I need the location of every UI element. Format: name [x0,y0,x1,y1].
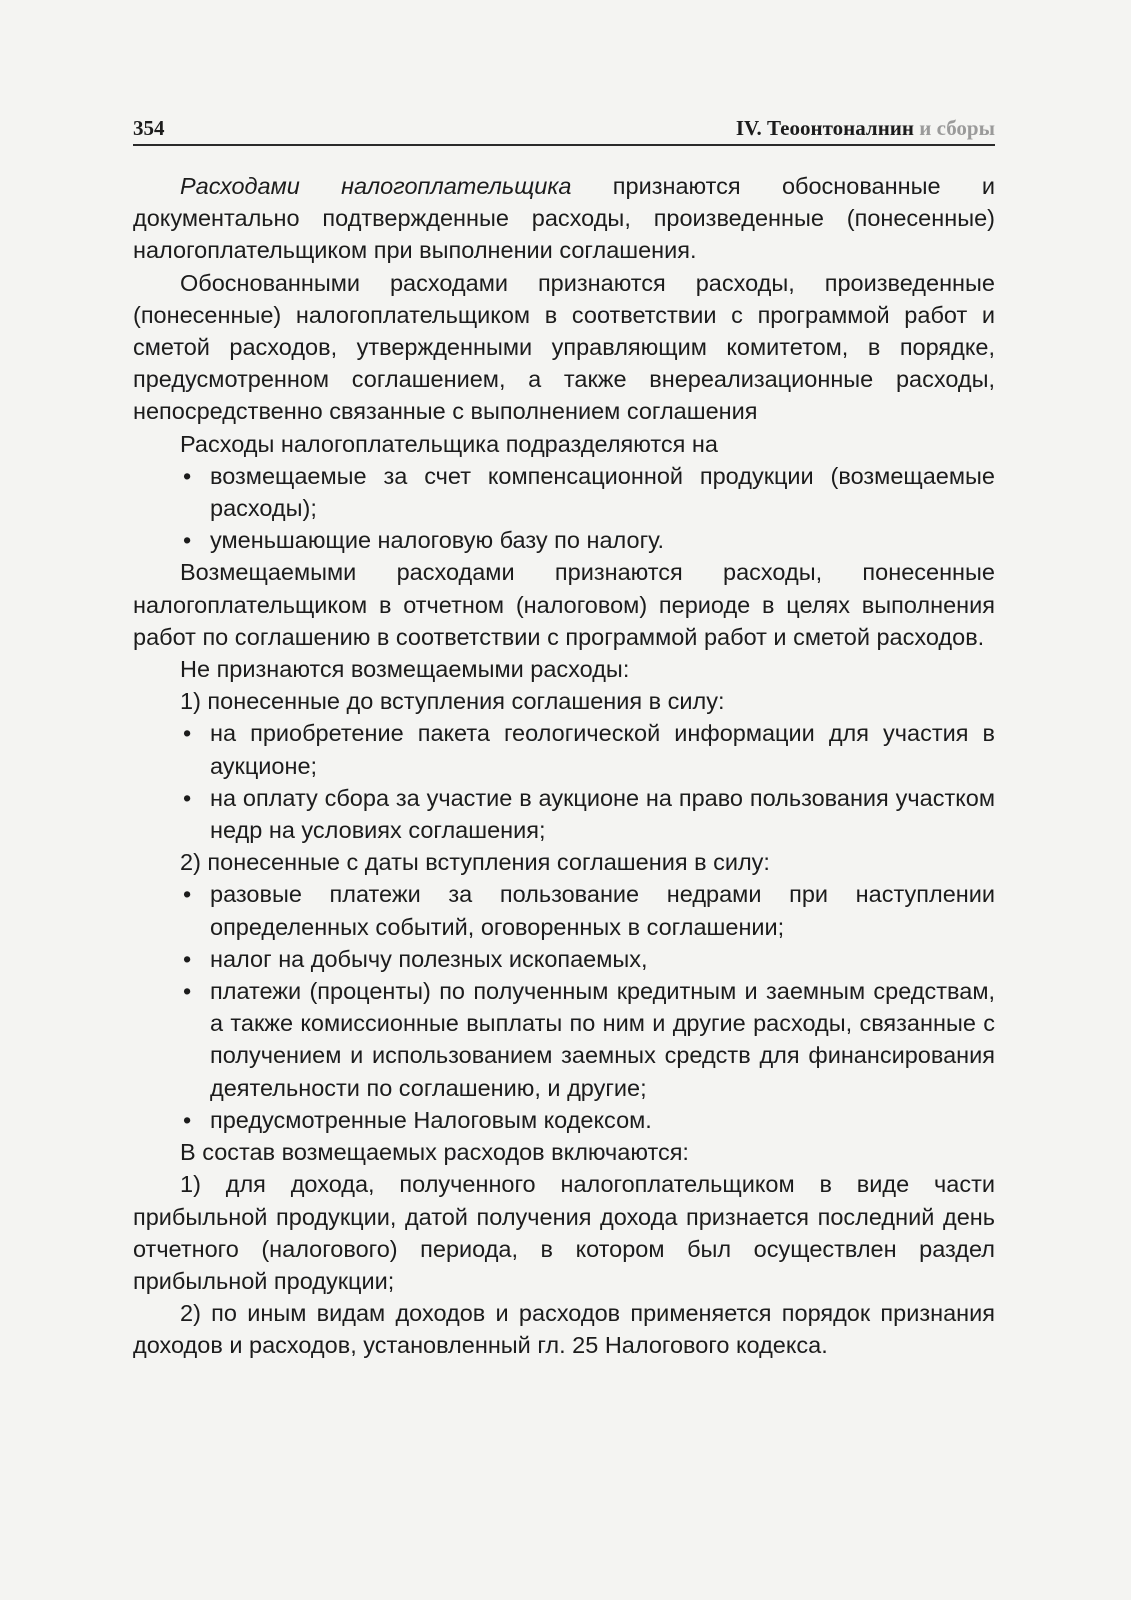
section-title-faded-text: и сборы [914,116,995,140]
paragraph [133,170,995,267]
bullet-icon: • [183,978,192,1005]
list-item-text: возмещаемые за счет компенсационной продукции (возмещаемые расходы); [210,462,995,522]
list-item-text: предусмотренные Налоговым кодексом. [210,1106,652,1133]
numbered-item: 2) понесенные с даты вступления соглашения в силу: [180,849,770,876]
bullet-icon: • [183,945,192,972]
list-item [133,1104,995,1136]
list-item [133,460,995,524]
numbered-item: 2) по иным видам доходов и расходов применяется порядок признания доходов и расходов, установленный гл. 25 Налогового кодекса. [133,1300,995,1359]
italic-term: Расходами налогоплательщика [180,173,572,199]
list-item [133,878,995,942]
running-head [133,116,995,146]
bullet-icon: • [183,462,192,489]
page-number: 354 [133,116,165,140]
bullet-icon: • [183,881,192,908]
body-text [133,170,995,1362]
bullet-icon: • [183,527,192,554]
paragraph: Не признаются возмещаемыми расходы: [180,656,630,683]
section-title [736,116,995,141]
list-item-text: уменьшающие налоговую базу по налогу. [210,527,665,554]
paragraph: Возмещаемыми расходами признаются расходы, понесенные налогоплательщиком в отчетном (налоговом) периоде в целях выполнения работ по соглашению в соответствии с программой работ и сметой расходов. [133,559,995,650]
numbered-item: 1) для дохода, полученного налогоплательщиком в виде части прибыльной продукции, датой получения дохода признается последний день отчетного (налогового) периода, в котором был осуществлен раздел прибыльной продукции; [133,1171,995,1294]
list-item [133,524,995,556]
paragraph: Расходы налогоплательщика подразделяются на [180,430,718,457]
list-item-text: налог на добычу полезных ископаемых, [210,945,648,972]
bullet-icon: • [183,720,192,747]
list-item [133,943,995,975]
list-item-text: на оплату сбора за участие в аукционе на право пользования участком недр на условиях соглашения; [210,784,995,844]
section-title-text: IV. Теоонтоналнин [735,116,915,140]
bullet-icon: • [183,1106,192,1133]
list-item-text: на приобретение пакета геологической информации для участия в аукционе; [210,720,995,779]
numbered-item: 1) понесенные до вступления соглашения в силу: [180,688,725,715]
paragraph: Обоснованными расходами признаются расходы, произведенные (понесенные) налогоплательщиком в соответствии с программой работ и сметой расходов, утвержденными управляющим комитетом, в порядке, предусмотренном соглашением, а также внереализационные расходы, непосредственно связанные с выполнением соглашения [133,269,995,425]
list-item-text: разовые платежи за пользование недрами при наступлении определенных событий, оговоренных в соглашении; [210,881,995,940]
list-item [133,717,995,781]
list-item [133,975,995,1104]
list-item-text: платежи (проценты) по полученным кредитным и заемным средствам, а также комиссионные выплаты по ним и другие расходы, связанные с получением и использованием заемных средств для финансирования деятельности по соглашению, и другие; [210,978,995,1101]
bullet-icon: • [183,784,192,811]
paragraph: В состав возмещаемых расходов включаются: [180,1139,689,1166]
list-item [133,782,995,846]
paragraph-text: признаются обоснованные и документально подтвержденные расходы, произведенные (понесенные) налогоплательщиком при выполнении соглашения. [133,173,995,264]
